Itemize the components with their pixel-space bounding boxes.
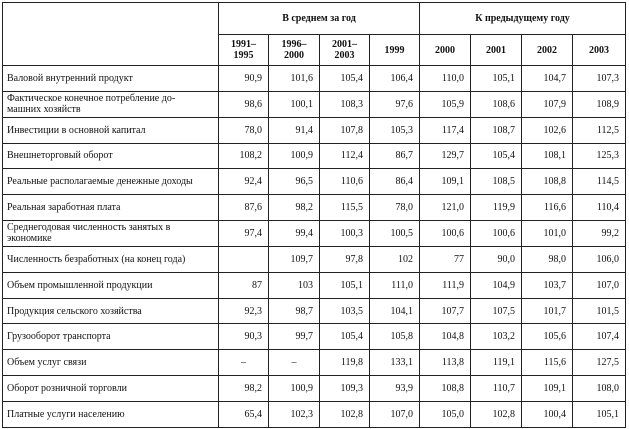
value-cell: 101,5	[573, 298, 626, 324]
value-cell: 99,4	[269, 221, 320, 247]
table-row	[3, 298, 626, 324]
value-cell: 87,6	[219, 195, 269, 221]
value-cell: 115,5	[320, 195, 370, 221]
statistics-table	[2, 2, 626, 428]
value-cell: 90,0	[471, 246, 522, 272]
value-cell: 108,7	[471, 117, 522, 143]
value-cell: 105,4	[320, 324, 370, 350]
value-cell: 107,5	[471, 298, 522, 324]
value-cell: 98,2	[219, 376, 269, 402]
value-cell: 107,0	[573, 272, 626, 298]
row-label: Платные услуги населению	[3, 401, 219, 427]
table-row	[3, 117, 626, 143]
value-cell: 102,3	[269, 401, 320, 427]
value-cell: 108,1	[522, 143, 573, 169]
value-cell: 111,9	[420, 272, 471, 298]
value-cell: 108,0	[573, 376, 626, 402]
value-cell: 107,7	[420, 298, 471, 324]
header-year-cell: 2001– 2003	[320, 35, 370, 66]
row-label: Реальные располагаемые денежные доходы	[3, 169, 219, 195]
value-cell: 105,1	[320, 272, 370, 298]
value-cell: 108,3	[320, 91, 370, 117]
value-cell: 109,3	[320, 376, 370, 402]
value-cell: 103,2	[471, 324, 522, 350]
value-cell: 105,1	[471, 66, 522, 92]
value-cell: 105,1	[573, 401, 626, 427]
value-cell: 103,7	[522, 272, 573, 298]
row-label: Среднегодовая численность занятых в экономике	[3, 221, 219, 247]
value-cell: 90,9	[219, 66, 269, 92]
value-cell: 98,6	[219, 91, 269, 117]
value-cell: 100,3	[320, 221, 370, 247]
value-cell: 109,7	[269, 246, 320, 272]
value-cell: 107,8	[320, 117, 370, 143]
header-group-average: В среднем за год	[219, 3, 420, 35]
value-cell: 65,4	[219, 401, 269, 427]
value-cell: 110,4	[573, 195, 626, 221]
value-cell: 108,2	[219, 143, 269, 169]
value-cell: 100,9	[269, 143, 320, 169]
value-cell: 113,8	[420, 350, 471, 376]
value-cell: 107,4	[573, 324, 626, 350]
value-cell: 111,0	[370, 272, 420, 298]
value-cell	[219, 246, 269, 272]
value-cell: 104,1	[370, 298, 420, 324]
value-cell: 109,1	[420, 169, 471, 195]
table-row	[3, 91, 626, 117]
table-row	[3, 401, 626, 427]
value-cell: 112,5	[573, 117, 626, 143]
value-cell: 92,3	[219, 298, 269, 324]
value-cell: 101,0	[522, 221, 573, 247]
value-cell: 100,5	[370, 221, 420, 247]
value-cell: 102,8	[471, 401, 522, 427]
row-label: Объем услуг связи	[3, 350, 219, 376]
value-cell: 105,4	[320, 66, 370, 92]
value-cell: –	[219, 350, 269, 376]
value-cell: 105,3	[370, 117, 420, 143]
header-year-cell: 1999	[370, 35, 420, 66]
value-cell: 98,2	[269, 195, 320, 221]
value-cell: 107,3	[573, 66, 626, 92]
value-cell: 116,6	[522, 195, 573, 221]
row-label: Фактическое конечное потребление до- машних хозяйств	[3, 91, 219, 117]
value-cell: 112,4	[320, 143, 370, 169]
value-cell: 87	[219, 272, 269, 298]
table-row	[3, 350, 626, 376]
value-cell: 86,7	[370, 143, 420, 169]
value-cell: 133,1	[370, 350, 420, 376]
value-cell: 100,4	[522, 401, 573, 427]
value-cell: 104,8	[420, 324, 471, 350]
value-cell: 77	[420, 246, 471, 272]
header-corner-cell	[3, 3, 219, 66]
value-cell: 105,6	[522, 324, 573, 350]
value-cell: –	[269, 350, 320, 376]
header-group-row	[3, 3, 626, 35]
row-label: Реальная заработная плата	[3, 195, 219, 221]
row-label: Грузооборот транспорта	[3, 324, 219, 350]
header-year-cell: 2003	[573, 35, 626, 66]
value-cell: 125,3	[573, 143, 626, 169]
value-cell: 108,5	[471, 169, 522, 195]
table-row	[3, 324, 626, 350]
table-row	[3, 221, 626, 247]
row-label: Оборот розничной торговли	[3, 376, 219, 402]
value-cell: 108,9	[573, 91, 626, 117]
value-cell: 100,6	[471, 221, 522, 247]
value-cell: 106,4	[370, 66, 420, 92]
value-cell: 105,8	[370, 324, 420, 350]
value-cell: 101,7	[522, 298, 573, 324]
value-cell: 86,4	[370, 169, 420, 195]
value-cell: 90,3	[219, 324, 269, 350]
value-cell: 109,1	[522, 376, 573, 402]
document-page	[2, 2, 626, 428]
value-cell: 78,0	[219, 117, 269, 143]
value-cell: 91,4	[269, 117, 320, 143]
value-cell: 117,4	[420, 117, 471, 143]
value-cell: 102,8	[320, 401, 370, 427]
value-cell: 106,0	[573, 246, 626, 272]
value-cell: 78,0	[370, 195, 420, 221]
value-cell: 119,9	[471, 195, 522, 221]
value-cell: 108,6	[471, 91, 522, 117]
value-cell: 105,9	[420, 91, 471, 117]
row-label: Продукция сельского хозяйства	[3, 298, 219, 324]
table-row	[3, 143, 626, 169]
value-cell: 105,4	[471, 143, 522, 169]
value-cell: 110,6	[320, 169, 370, 195]
value-cell: 105,0	[420, 401, 471, 427]
value-cell: 129,7	[420, 143, 471, 169]
value-cell: 108,8	[420, 376, 471, 402]
value-cell: 93,9	[370, 376, 420, 402]
row-label: Инвестиции в основной капитал	[3, 117, 219, 143]
value-cell: 127,5	[573, 350, 626, 376]
value-cell: 114,5	[573, 169, 626, 195]
value-cell: 119,1	[471, 350, 522, 376]
value-cell: 92,4	[219, 169, 269, 195]
value-cell: 108,8	[522, 169, 573, 195]
value-cell: 115,6	[522, 350, 573, 376]
value-cell: 107,0	[370, 401, 420, 427]
row-label: Объем промышленной продукции	[3, 272, 219, 298]
table-row	[3, 272, 626, 298]
table-row	[3, 169, 626, 195]
value-cell: 121,0	[420, 195, 471, 221]
header-year-cell: 1996– 2000	[269, 35, 320, 66]
value-cell: 97,6	[370, 91, 420, 117]
value-cell: 104,7	[522, 66, 573, 92]
value-cell: 101,6	[269, 66, 320, 92]
value-cell: 110,7	[471, 376, 522, 402]
value-cell: 102	[370, 246, 420, 272]
header-year-cell: 2001	[471, 35, 522, 66]
table-row	[3, 195, 626, 221]
value-cell: 100,1	[269, 91, 320, 117]
row-label: Внешнеторговый оборот	[3, 143, 219, 169]
table-row	[3, 66, 626, 92]
value-cell: 104,9	[471, 272, 522, 298]
value-cell: 97,8	[320, 246, 370, 272]
value-cell: 96,5	[269, 169, 320, 195]
value-cell: 119,8	[320, 350, 370, 376]
value-cell: 102,6	[522, 117, 573, 143]
value-cell: 103,5	[320, 298, 370, 324]
header-year-cell: 1991– 1995	[219, 35, 269, 66]
value-cell: 99,2	[573, 221, 626, 247]
value-cell: 110,0	[420, 66, 471, 92]
header-year-cell: 2002	[522, 35, 573, 66]
table-body	[3, 66, 626, 428]
value-cell: 98,7	[269, 298, 320, 324]
value-cell: 107,9	[522, 91, 573, 117]
header-year-cell: 2000	[420, 35, 471, 66]
value-cell: 100,6	[420, 221, 471, 247]
table-row	[3, 376, 626, 402]
value-cell: 98,0	[522, 246, 573, 272]
row-label: Валовой внутренний продукт	[3, 66, 219, 92]
table-row	[3, 246, 626, 272]
value-cell: 99,7	[269, 324, 320, 350]
value-cell: 100,9	[269, 376, 320, 402]
value-cell: 97,4	[219, 221, 269, 247]
header-group-previous-year: К предыдущему году	[420, 3, 626, 35]
row-label: Численность безработных (на конец года)	[3, 246, 219, 272]
value-cell: 103	[269, 272, 320, 298]
